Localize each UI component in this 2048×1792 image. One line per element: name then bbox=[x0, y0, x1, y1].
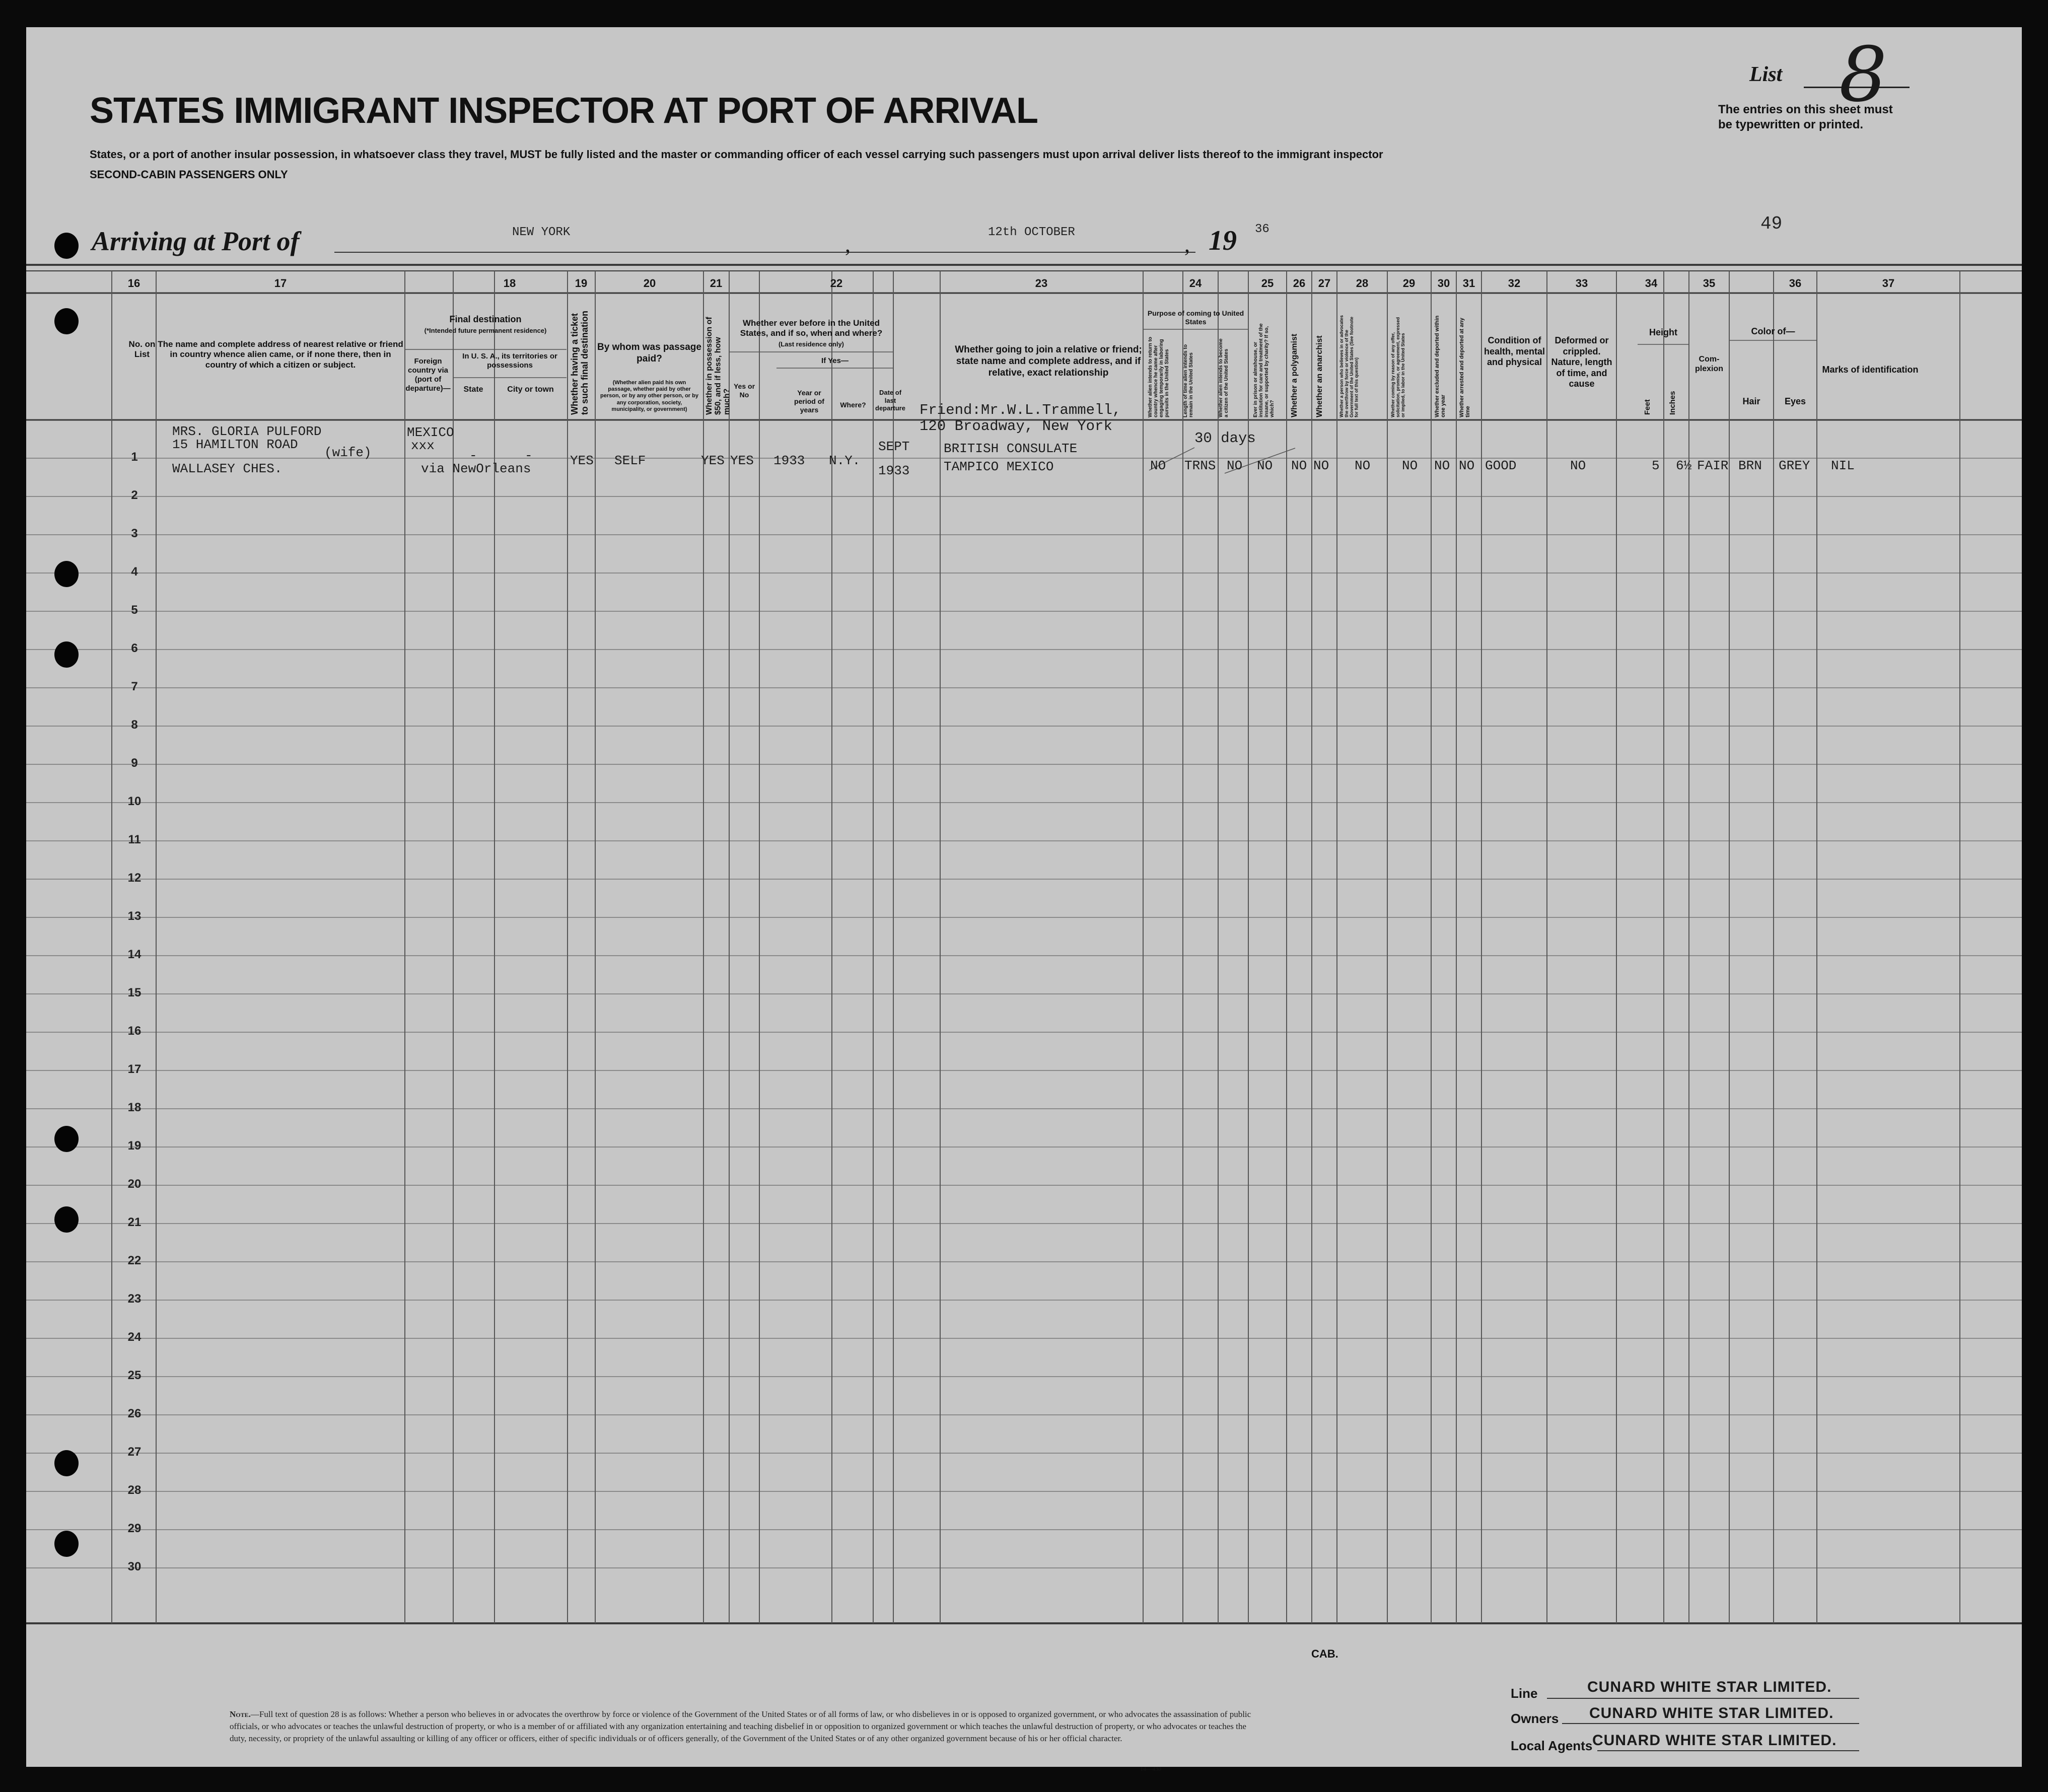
header-hair: Hair bbox=[1742, 396, 1760, 406]
binder-hole bbox=[54, 308, 79, 334]
relative-relation: (wife) bbox=[324, 445, 372, 460]
column-number: 20 bbox=[643, 277, 656, 290]
column-number: 31 bbox=[1462, 277, 1475, 290]
row-number: 18 bbox=[127, 1101, 142, 1114]
last-departure-2: 1933 bbox=[878, 463, 910, 478]
header-city-or-town: City or town bbox=[507, 385, 554, 394]
header-state: State bbox=[463, 385, 483, 394]
header-purpose-sub-b: Length of time alien intends to remain in the United States bbox=[1183, 344, 1194, 417]
row-number: 19 bbox=[127, 1139, 142, 1153]
year-suffix: 36 bbox=[1255, 223, 1269, 236]
hair-value: BRN bbox=[1738, 458, 1762, 473]
feet-value: 5 bbox=[1652, 458, 1660, 473]
sheet-number: 49 bbox=[1760, 213, 1783, 234]
ever-before-value: YES bbox=[730, 453, 754, 468]
row-number: 2 bbox=[131, 488, 138, 502]
header-ticket: Whether having a ticket to such final destination bbox=[570, 310, 590, 415]
column-number: 29 bbox=[1402, 277, 1416, 290]
q28-value: NO bbox=[1355, 458, 1371, 473]
binder-hole bbox=[54, 561, 79, 587]
prison-value: NO bbox=[1257, 458, 1273, 473]
binder-hole bbox=[54, 1206, 79, 1233]
via-port: via NewOrleans bbox=[421, 461, 531, 476]
money-50-value: YES bbox=[701, 453, 725, 468]
header-q29: Whether coming by reason of any offer, solicitation, promise, or agreement, expressed or implied, to labor in the United States bbox=[1390, 317, 1405, 417]
manifest-sheet bbox=[26, 27, 2022, 1772]
header-nearest-relative: The name and complete address of nearest relative or friend in country whence alien came, or if none there, then in country of which a citizen or subject. bbox=[158, 339, 403, 370]
binder-hole bbox=[54, 641, 79, 668]
friend-line-4: TAMPICO MEXICO bbox=[944, 459, 1054, 474]
row-number: 27 bbox=[127, 1445, 142, 1459]
citizen-value: NO bbox=[1227, 458, 1243, 473]
header-foreign-country: Foreign country via (port of departure)— bbox=[405, 357, 451, 393]
row-number: 4 bbox=[131, 565, 138, 579]
row-number: 23 bbox=[127, 1292, 142, 1306]
row-number: 1 bbox=[131, 450, 138, 464]
form-subtitle: States, or a port of another insular possession, in whatsoever class they travel, MUST be fully listed and the master or commanding officer of each vessel carrying such passengers must upon arrival deliver lists thereof to the immigrant inspector bbox=[90, 148, 1383, 161]
header-eyes: Eyes bbox=[1784, 396, 1806, 406]
relative-line-2: 15 HAMILTON ROAD bbox=[172, 437, 298, 452]
column-number: 24 bbox=[1189, 277, 1202, 290]
column-number: 35 bbox=[1703, 277, 1716, 290]
row-number: 9 bbox=[131, 756, 138, 770]
column-number: 30 bbox=[1437, 277, 1450, 290]
column-number: 17 bbox=[274, 277, 287, 290]
header-final-destination: Final destination bbox=[449, 314, 522, 324]
cabin-class: SECOND-CABIN PASSENGERS ONLY bbox=[90, 168, 288, 181]
list-label: List bbox=[1749, 63, 1783, 86]
header-inches: Inches bbox=[1668, 391, 1677, 415]
state-value: - bbox=[469, 448, 477, 463]
row-number: 20 bbox=[127, 1177, 142, 1191]
line-label: Line bbox=[1511, 1686, 1538, 1701]
row-number: 28 bbox=[127, 1483, 142, 1497]
header-q31: Whether arrested and deported at any time bbox=[1459, 317, 1471, 417]
header-complexion: Com- plexion bbox=[1694, 355, 1723, 374]
header-no-on-list: No. on List bbox=[128, 339, 156, 360]
deformed-value: NO bbox=[1570, 458, 1586, 473]
column-number: 36 bbox=[1789, 277, 1802, 290]
form-title: STATES IMMIGRANT INSPECTOR AT PORT OF ARRIVAL bbox=[90, 91, 1038, 131]
row-number: 11 bbox=[128, 833, 141, 846]
header-deformed: Deformed or crippled. Nature, length of time, and cause bbox=[1551, 335, 1612, 389]
header-prison: Ever in prison or almshouse, or institution for care and treatment of the insane, or supported by charity? If so, which? bbox=[1253, 323, 1275, 417]
line-underline bbox=[1547, 1698, 1859, 1699]
header-color-of: Color of— bbox=[1751, 326, 1795, 336]
header-purpose: Purpose of coming to United States bbox=[1147, 309, 1244, 326]
agents-label: Local Agents bbox=[1511, 1738, 1593, 1753]
last-departure-1: SEPT bbox=[878, 439, 910, 454]
return-value: NO bbox=[1150, 458, 1166, 473]
ticket-value: YES bbox=[570, 453, 594, 468]
relative-line-3: WALLASEY CHES. bbox=[172, 461, 283, 476]
duration-value: 30 days bbox=[1194, 430, 1256, 447]
header-date-last-departure: Date of last departure bbox=[875, 389, 905, 412]
row-number: 24 bbox=[127, 1330, 142, 1344]
row-number: 25 bbox=[127, 1369, 142, 1382]
owners-underline bbox=[1562, 1723, 1859, 1724]
relative-line-1: MRS. GLORIA PULFORD bbox=[172, 424, 322, 439]
friend-line-2: 120 Broadway, New York bbox=[920, 418, 1112, 435]
column-number: 19 bbox=[575, 277, 588, 290]
column-number: 34 bbox=[1645, 277, 1658, 290]
header-final-destination-note: (*Intended future permanent residence) bbox=[424, 327, 547, 334]
row-number: 17 bbox=[127, 1062, 142, 1076]
note-text: —Full text of question 28 is as follows: Whether a person who believes in or advocates the overthrow by force or violence of the Government of the United States or of all forms of law, or who disbelieves in or is opposed to organized government, or who advocates the assassination of public officials, or who advocates or teaches the unlawful destruction of property, or who is a member of or affiliated with any organization entertaining and teaching disbelief in or opposition to organized government or which teaches the unlawful destruction of property, or who advocates or teaches the duty, necessity, or propriety of the unlawful assaulting or killing of any officer or officers, either of specific individuals or of officers generally, of the Government of the United States or of any other organized government because of his or her official character. bbox=[230, 1709, 1251, 1744]
row-number: 21 bbox=[127, 1215, 142, 1229]
row-number: 7 bbox=[131, 680, 138, 693]
arriving-label: Arriving at Port of bbox=[92, 226, 300, 256]
agents-stamp: CUNARD WHITE STAR LIMITED. bbox=[1592, 1732, 1837, 1749]
port-value: NEW YORK bbox=[512, 226, 571, 239]
foreign-country-2: xxx bbox=[411, 438, 435, 453]
row-number: 6 bbox=[131, 641, 138, 655]
table-grid bbox=[26, 27, 2022, 1767]
row-number: 13 bbox=[127, 909, 142, 923]
paid-by-value: SELF bbox=[614, 453, 646, 468]
header-purpose-sub-c: Whether alien intends to become a citizen of the United States bbox=[1218, 338, 1229, 417]
column-number: 23 bbox=[1035, 277, 1048, 290]
polygamist-value: NO bbox=[1291, 458, 1307, 473]
column-number: 22 bbox=[830, 277, 843, 290]
header-q30: Whether excluded and deported within one year bbox=[1434, 315, 1447, 417]
q31-value: NO bbox=[1459, 458, 1475, 473]
header-ever-before-note: (Last residence only) bbox=[778, 340, 844, 348]
eyes-value: GREY bbox=[1779, 458, 1810, 473]
column-number: 26 bbox=[1293, 277, 1306, 290]
column-number: 28 bbox=[1356, 277, 1369, 290]
friend-line-1: Friend:Mr.W.L.Trammell, bbox=[920, 402, 1121, 418]
header-height: Height bbox=[1649, 327, 1677, 337]
header-polygamist: Whether a polygamist bbox=[1290, 333, 1299, 417]
header-q28: Whether a person who believes in or advocates the overthrow by force or violence of the Government of the United States (See footnote for full text of this question) bbox=[1339, 315, 1359, 417]
row-number: 16 bbox=[127, 1024, 142, 1038]
header-in-usa: In U. S. A., its territories or possessions bbox=[462, 352, 557, 370]
column-number: 18 bbox=[503, 277, 516, 290]
column-number: 25 bbox=[1261, 277, 1274, 290]
note-label: Note. bbox=[230, 1709, 251, 1719]
marks-value: NIL bbox=[1831, 458, 1855, 473]
row-number: 15 bbox=[127, 986, 142, 999]
header-marks: Marks of identification bbox=[1822, 365, 1919, 375]
header-relative-friend: Whether going to join a relative or friend; state name and complete address, and if relative, exact relationship bbox=[955, 344, 1142, 378]
comma-2: , bbox=[1184, 232, 1190, 257]
column-number: 27 bbox=[1318, 277, 1331, 290]
list-number: 8 bbox=[1839, 31, 1887, 119]
binder-hole bbox=[54, 1531, 79, 1557]
header-anarchist: Whether an anarchist bbox=[1315, 335, 1324, 417]
health-value: GOOD bbox=[1485, 458, 1517, 473]
form-number: 14—430 bbox=[1140, 1765, 1161, 1772]
column-number: 16 bbox=[127, 277, 140, 290]
question-28-note bbox=[230, 1708, 1262, 1745]
header-health: Condition of health, mental and physical bbox=[1484, 335, 1545, 368]
column-number: 32 bbox=[1508, 277, 1521, 290]
header-if-yes: If Yes— bbox=[821, 356, 849, 365]
header-yes-or-no: Yes or No bbox=[733, 382, 755, 399]
row-number: 5 bbox=[131, 603, 138, 617]
binder-hole bbox=[54, 233, 79, 259]
where-value: N.Y. bbox=[829, 453, 861, 468]
column-number: 33 bbox=[1575, 277, 1588, 290]
header-by-whom-paid-note: (Whether alien paid his own passage, whether paid by other person, or by any other person, or by any corporation, society, municipality, or government) bbox=[600, 380, 698, 412]
header-year-or-period: Year or period of years bbox=[794, 389, 824, 414]
year-prefix: 19 bbox=[1209, 225, 1237, 256]
comma: , bbox=[845, 232, 851, 257]
q29-value: NO bbox=[1402, 458, 1418, 473]
typewritten-notice-1: The entries on this sheet must bbox=[1718, 103, 1893, 116]
cab-label: CAB. bbox=[1311, 1647, 1338, 1660]
header-by-whom-paid: By whom was passage paid? bbox=[597, 342, 701, 364]
agents-underline bbox=[1597, 1750, 1859, 1751]
q30-value: NO bbox=[1434, 458, 1450, 473]
year-value: 1933 bbox=[773, 453, 805, 468]
row-number: 12 bbox=[127, 871, 142, 885]
owners-stamp: CUNARD WHITE STAR LIMITED. bbox=[1589, 1705, 1834, 1722]
column-number: 37 bbox=[1882, 277, 1895, 290]
binder-hole bbox=[54, 1126, 79, 1152]
header-purpose-sub-a: Whether alien intends to return to country whence he came after engaging temporarily in laboring pursuits in the United States bbox=[1148, 336, 1170, 417]
owners-label: Owners bbox=[1511, 1711, 1559, 1726]
friend-line-3: BRITISH CONSULATE bbox=[944, 441, 1078, 456]
typewritten-notice-2: be typewritten or printed. bbox=[1718, 118, 1864, 131]
line-stamp: CUNARD WHITE STAR LIMITED. bbox=[1587, 1679, 1832, 1695]
row-number: 3 bbox=[131, 527, 138, 540]
row-number: 30 bbox=[127, 1560, 142, 1573]
row-number: 14 bbox=[127, 948, 142, 961]
anarchist-value: NO bbox=[1313, 458, 1329, 473]
row-number: 29 bbox=[127, 1522, 142, 1535]
header-ever-before: Whether ever before in the United States, and if so, when and where? bbox=[740, 318, 883, 338]
header-possession-50: Whether in possession of $50, and if less, how much? bbox=[705, 317, 732, 415]
length-value: TRNS bbox=[1184, 458, 1216, 473]
row-number: 22 bbox=[127, 1254, 142, 1267]
row-number: 8 bbox=[131, 718, 138, 732]
city-value: - bbox=[525, 448, 533, 463]
complexion-value: FAIR bbox=[1697, 458, 1729, 473]
header-where: Where? bbox=[840, 401, 866, 409]
binder-hole bbox=[54, 1450, 79, 1476]
header-feet: Feet bbox=[1643, 399, 1652, 415]
date-value: 12th OCTOBER bbox=[988, 226, 1075, 239]
column-number: 21 bbox=[710, 277, 723, 290]
inches-value: 6½ bbox=[1676, 458, 1692, 473]
row-number: 26 bbox=[127, 1407, 142, 1420]
foreign-country-1: MEXICO bbox=[407, 425, 454, 440]
row-number: 10 bbox=[127, 795, 142, 808]
